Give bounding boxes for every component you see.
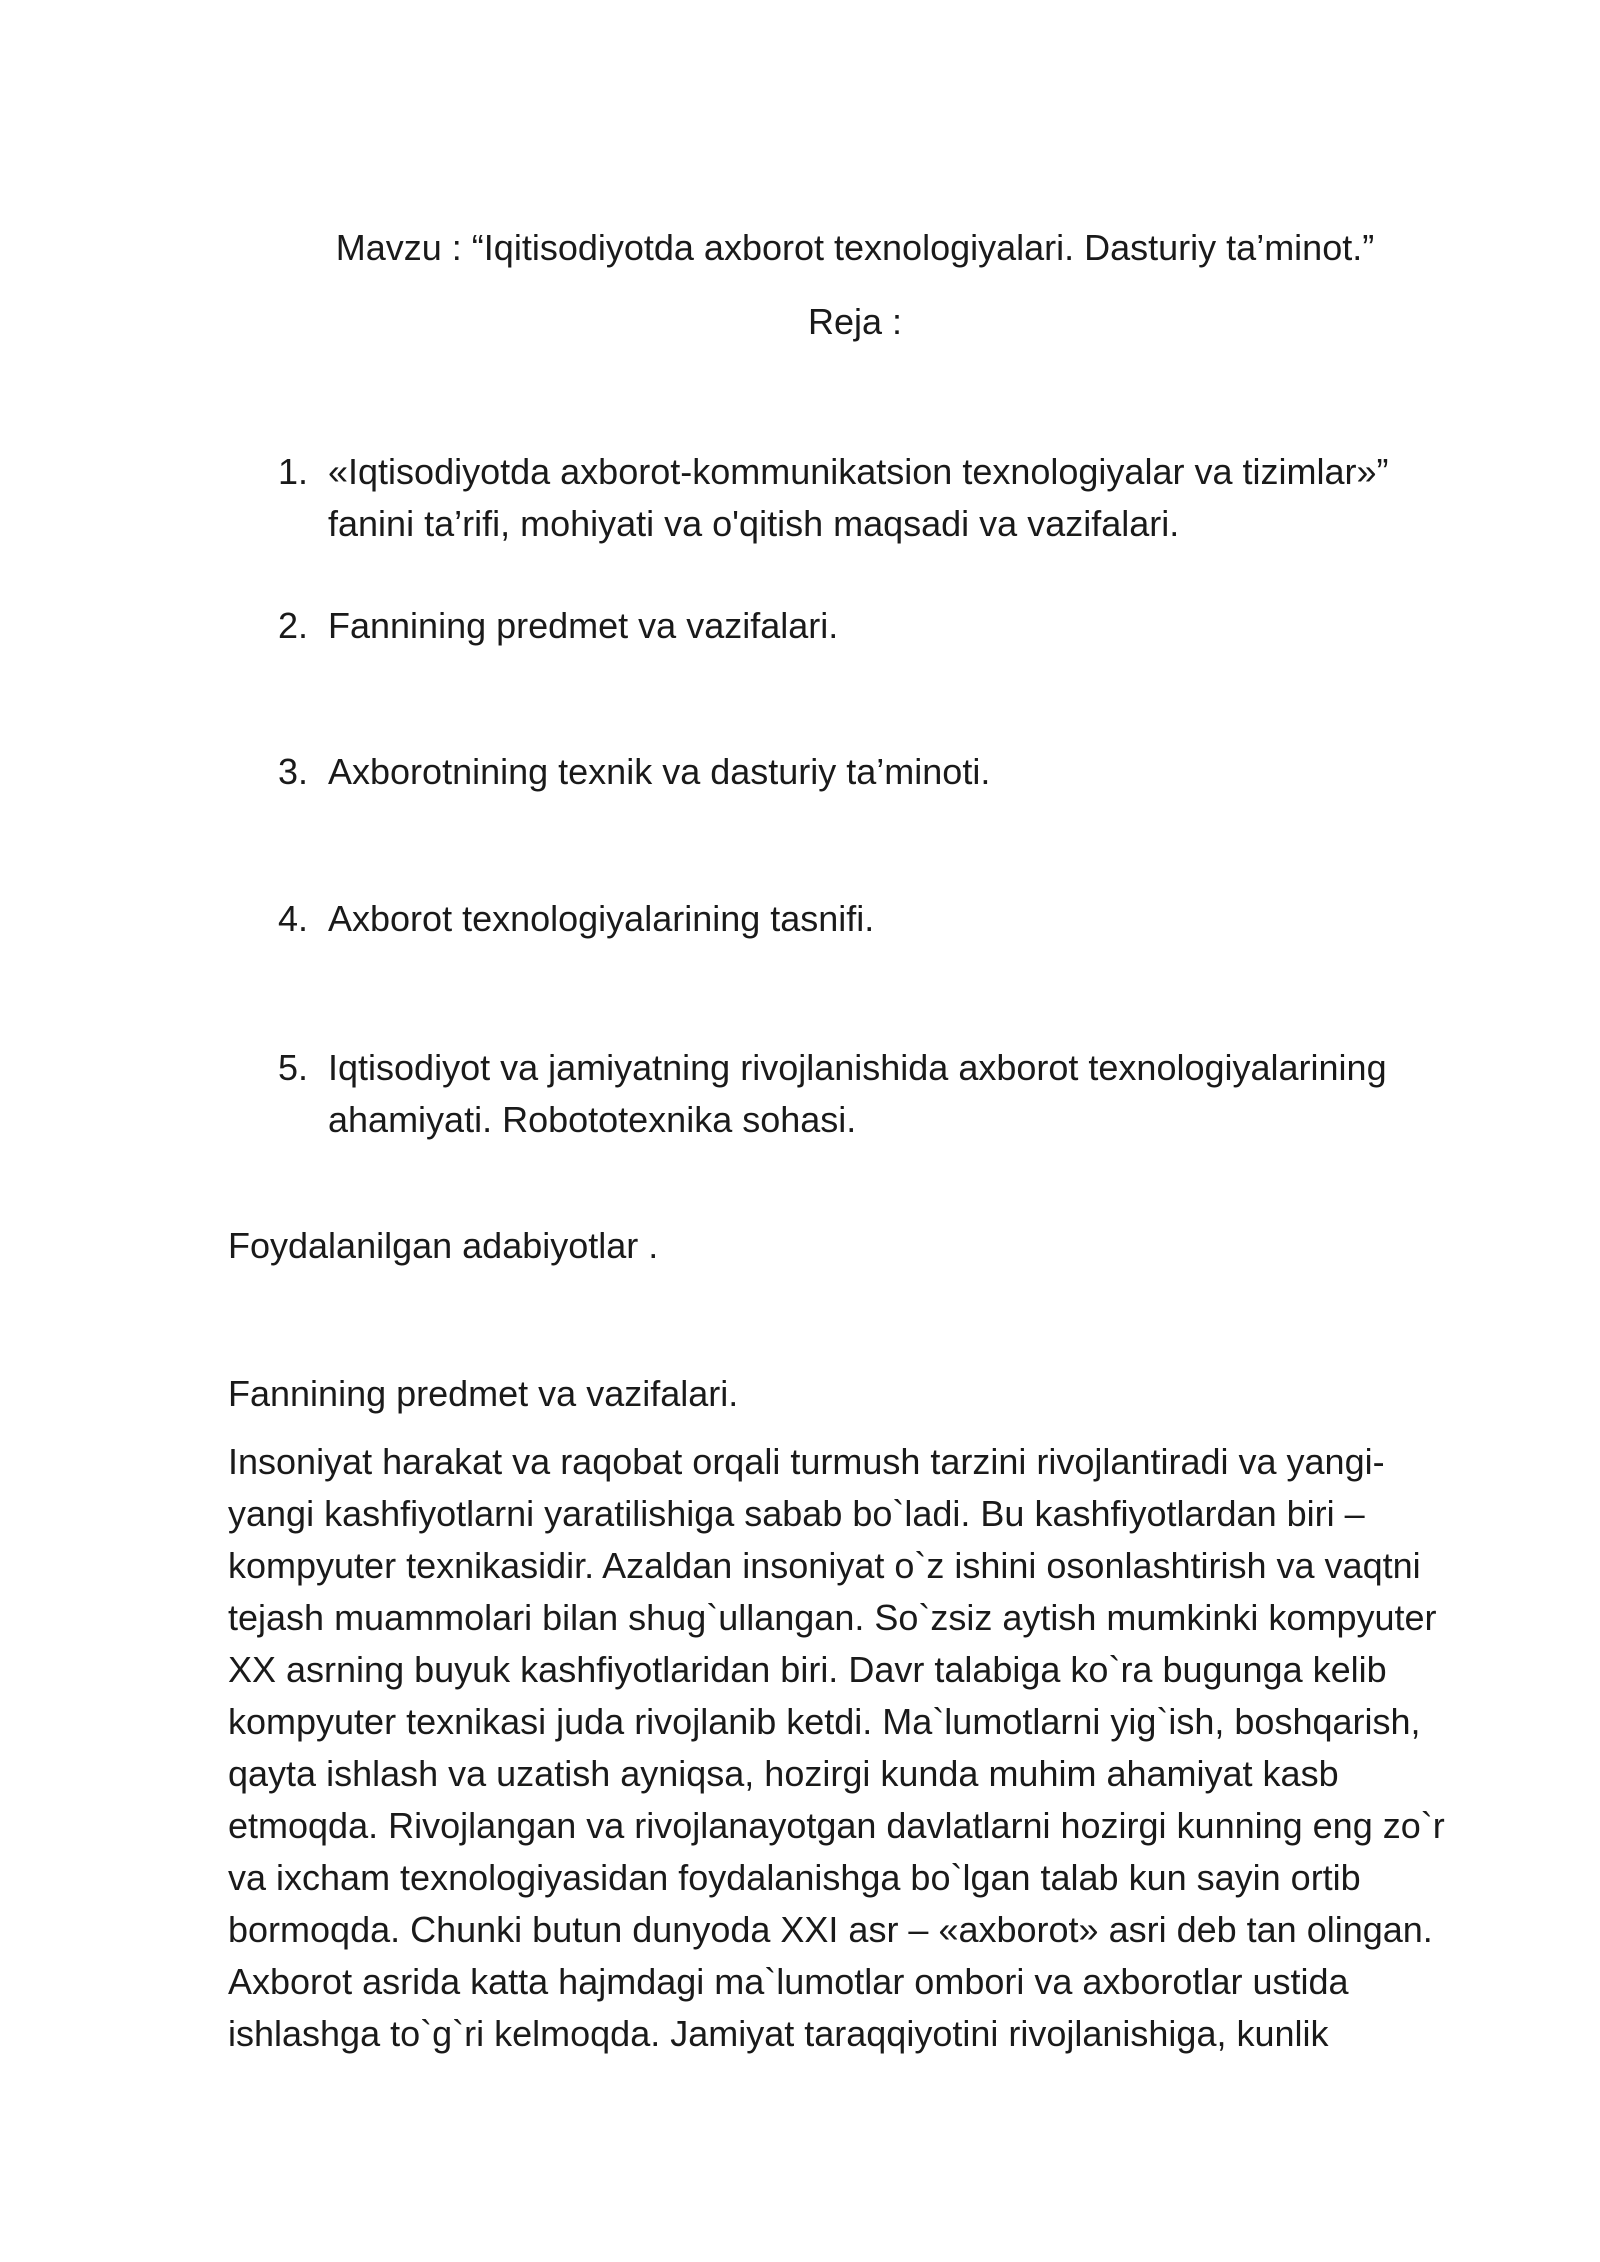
plan-item-text [328,446,1458,550]
references-heading: Foydalanilgan adabiyotlar . [228,1225,659,1266]
plan-item-number: 3. [278,751,309,792]
body-paragraph [228,1436,1508,2060]
plan-item-line: «Iqtisodiyotda axborot-kommunikatsion texnologiyalar va tizimlar»” [328,451,1389,492]
section-heading: Fannining predmet va vazifalari. [228,1373,739,1414]
body-line: tejash muammolari bilan shug`ullangan. So`zsiz aytish mumkinki kompyuter [228,1597,1437,1638]
body-line: va ixcham texnologiyasidan foydalanishga bo`lgan talab kun sayin ortib [228,1857,1361,1898]
body-line: yangi kashfiyotlarni yaratilishiga sabab bo`ladi. Bu kashfiyotlardan biri – [228,1493,1365,1534]
body-line: ishlashga to`g`ri kelmoqda. Jamiyat taraqqiyotini rivojlanishiga, kunlik [228,2013,1329,2054]
body-line: bormoqda. Chunki butun dunyoda XXI asr – «axborot» asri deb tan olingan. [228,1909,1433,1950]
plan-item-text [328,893,1458,945]
body-line: Insoniyat harakat va raqobat orqali turmush tarzini rivojlantiradi va yangi- [228,1441,1385,1482]
plan-item-number: 1. [278,451,309,492]
plan-item-line: ahamiyati. Robototexnika sohasi. [328,1099,857,1140]
plan-item-line: Iqtisodiyot va jamiyatning rivojlanishida axborot texnologiyalarining [328,1047,1387,1088]
body-line: Axborot asrida katta hajmdagi ma`lumotlar ombori va axborotlar ustida [228,1961,1349,2002]
plan-item-line: fanini ta’rifi, mohiyati va o'qitish maqsadi va vazifalari. [328,503,1180,544]
body-line: etmoqda. Rivojlangan va rivojlanayotgan davlatlarni hozirgi kunning eng zo`r [228,1805,1445,1846]
plan-item-number: 5. [278,1047,309,1088]
document-title: Mavzu : “Iqitisodiyotda axborot texnologiyalari. Dasturiy ta’minot.” [335,227,1375,268]
plan-item-number: 2. [278,605,309,646]
plan-item-text [328,1042,1458,1146]
plan-item-line: Axborot texnologiyalarining tasnifi. [328,898,875,939]
body-line: kompyuter texnikasi juda rivojlanib ketdi. Ma`lumotlarni yig`ish, boshqarish, [228,1701,1421,1742]
body-line: qayta ishlash va uzatish ayniqsa, hozirgi kunda muhim ahamiyat kasb [228,1753,1339,1794]
body-line: XX asrning buyuk kashfiyotlaridan biri. Davr talabiga ko`ra bugunga kelib [228,1649,1387,1690]
body-line: kompyuter texnikasidir. Azaldan insoniyat o`z ishini osonlashtirish va vaqtni [228,1545,1421,1586]
plan-item-line: Axborotnining texnik va dasturiy ta’minoti. [328,751,991,792]
plan-item-line: Fannining predmet va vazifalari. [328,605,839,646]
plan-item-text [328,746,1458,798]
plan-item-text [328,600,1458,652]
plan-item-number: 4. [278,898,309,939]
plan-heading: Reja : [807,301,903,342]
